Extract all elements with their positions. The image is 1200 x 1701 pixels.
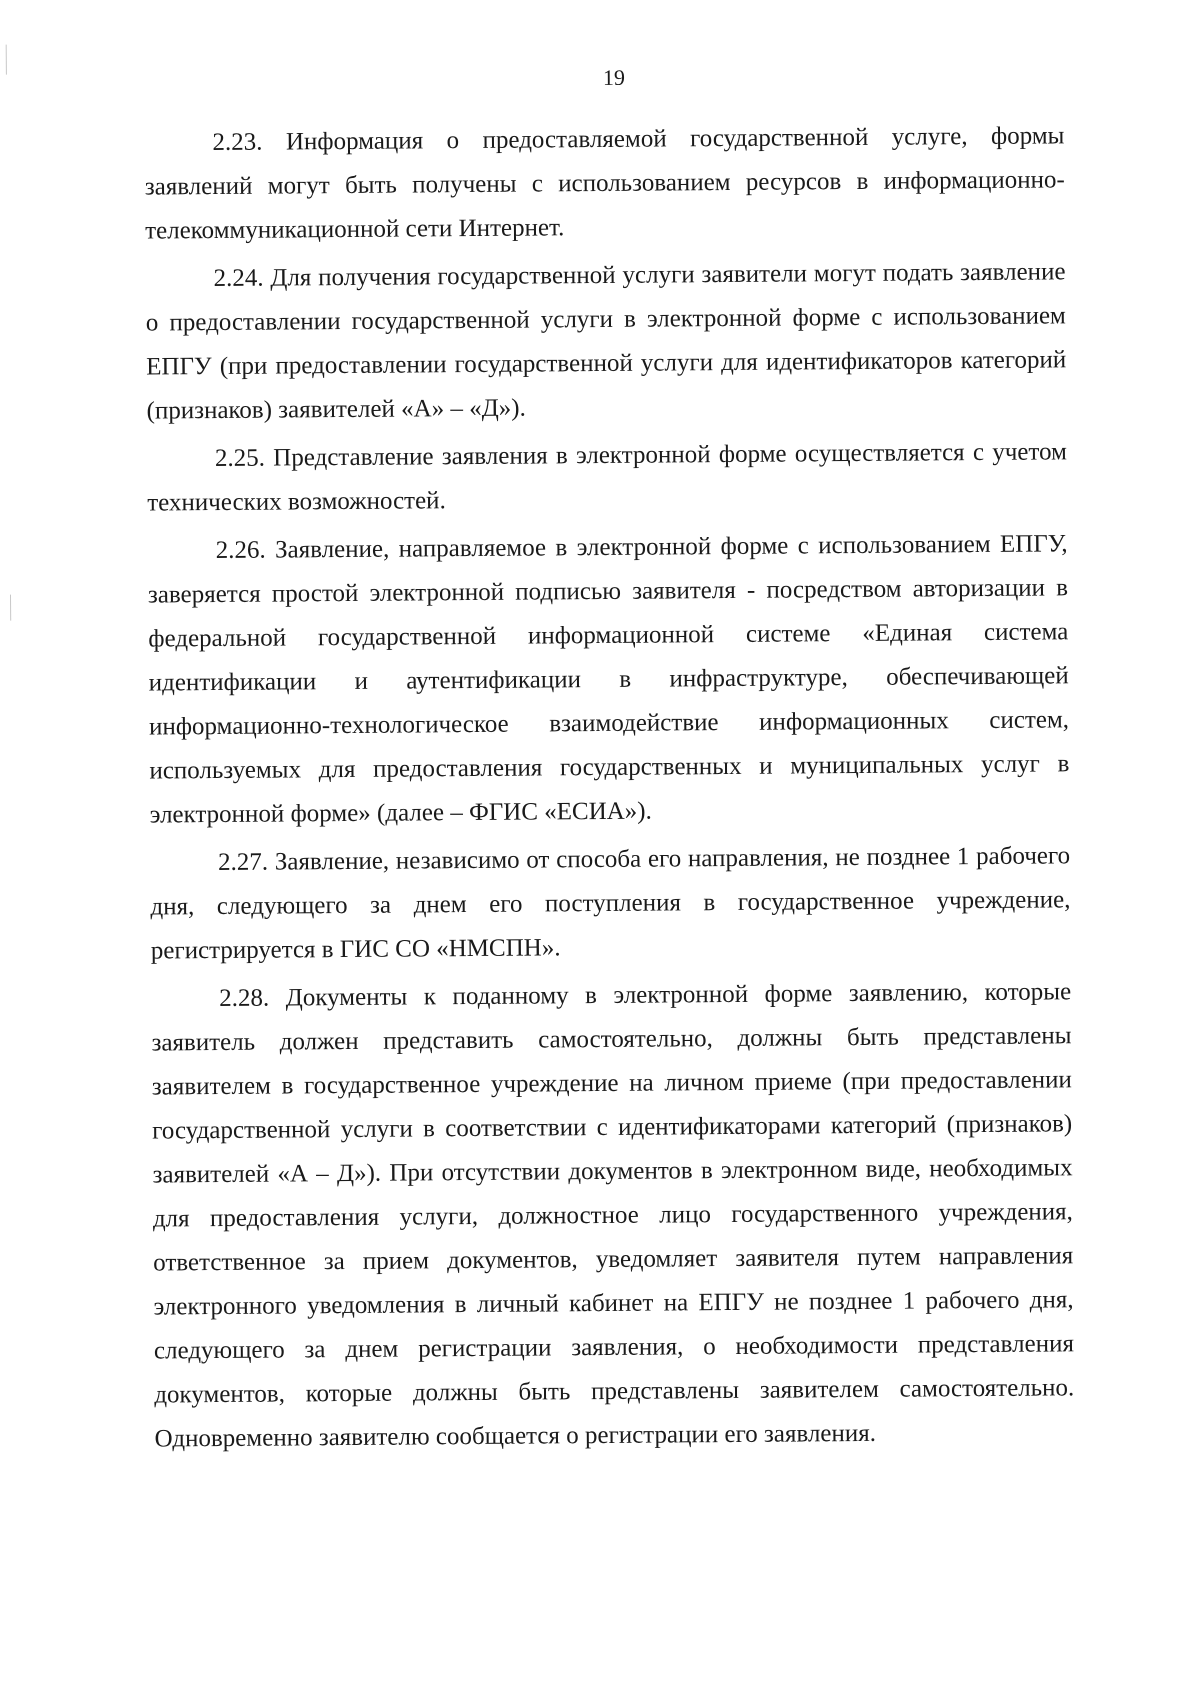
scan-margin-mark	[10, 595, 11, 621]
paragraph-2-26: 2.26. Заявление, направляемое в электронной форме с использованием ЕПГУ, заверяется простой электронной подписью заявителя - посредством авторизации в федеральной государственной информационной системе «Единая система идентификации и аутентификации в инфраструктуре, обеспечивающей информационно-технологическое взаимодействие информационных систем, используемых для предоставления государственных и муниципальных услуг в электронной форме» (далее – ФГИС «ЕСИА»).	[147, 530, 1070, 829]
paragraph-2-28: 2.28. Документы к поданному в электронной форме заявлению, которые заявитель должен представить самостоятельно, должны быть представлены заявителем в государственное учреждение на личном приеме (при предоставлении государственной услуги в соответствии с идентификаторами категорий (признаков) заявителей «А – Д»). При отсутствии документов в электронном виде, необходимых для предоставления услуги, должностное лицо государственного учреждения, ответственное за прием документов, уведомляет заявителя путем направления электронного уведомления в личный кабинет на ЕПГУ не позднее 1 рабочего дня, следующего за днем регистрации заявления, о необходимости представления документов, которые должны быть представлены заявителем самостоятельно. Одновременно заявителю сообщается о регистрации его заявления.	[151, 978, 1075, 1453]
paragraph-2-25: 2.25. Представление заявления в электронной форме осуществляется с учетом технических возможностей.	[147, 438, 1068, 517]
page-number: 19	[602, 64, 626, 90]
paragraph-2-27: 2.27. Заявление, независимо от способа его направления, не позднее 1 рабочего дня, следующего за днем его поступления в государственное учреждение, регистрируется в ГИС СО «НМСПН».	[150, 842, 1071, 965]
document-body	[144, 114, 1075, 1465]
paragraph-2-23: 2.23. Информация о предоставляемой государственной услуге, формы заявлений могут быть получены с использованием ресурсов в информационно-телекоммуникационной сети Интернет.	[144, 122, 1065, 245]
paragraph-2-24: 2.24. Для получения государственной услуги заявители могут подать заявление о предоставлении государственной услуги в электронной форме с использованием ЕПГУ (при предоставлении государственной услуги для идентификаторов категорий (признаков) заявителей «А» – «Д»).	[145, 258, 1067, 425]
